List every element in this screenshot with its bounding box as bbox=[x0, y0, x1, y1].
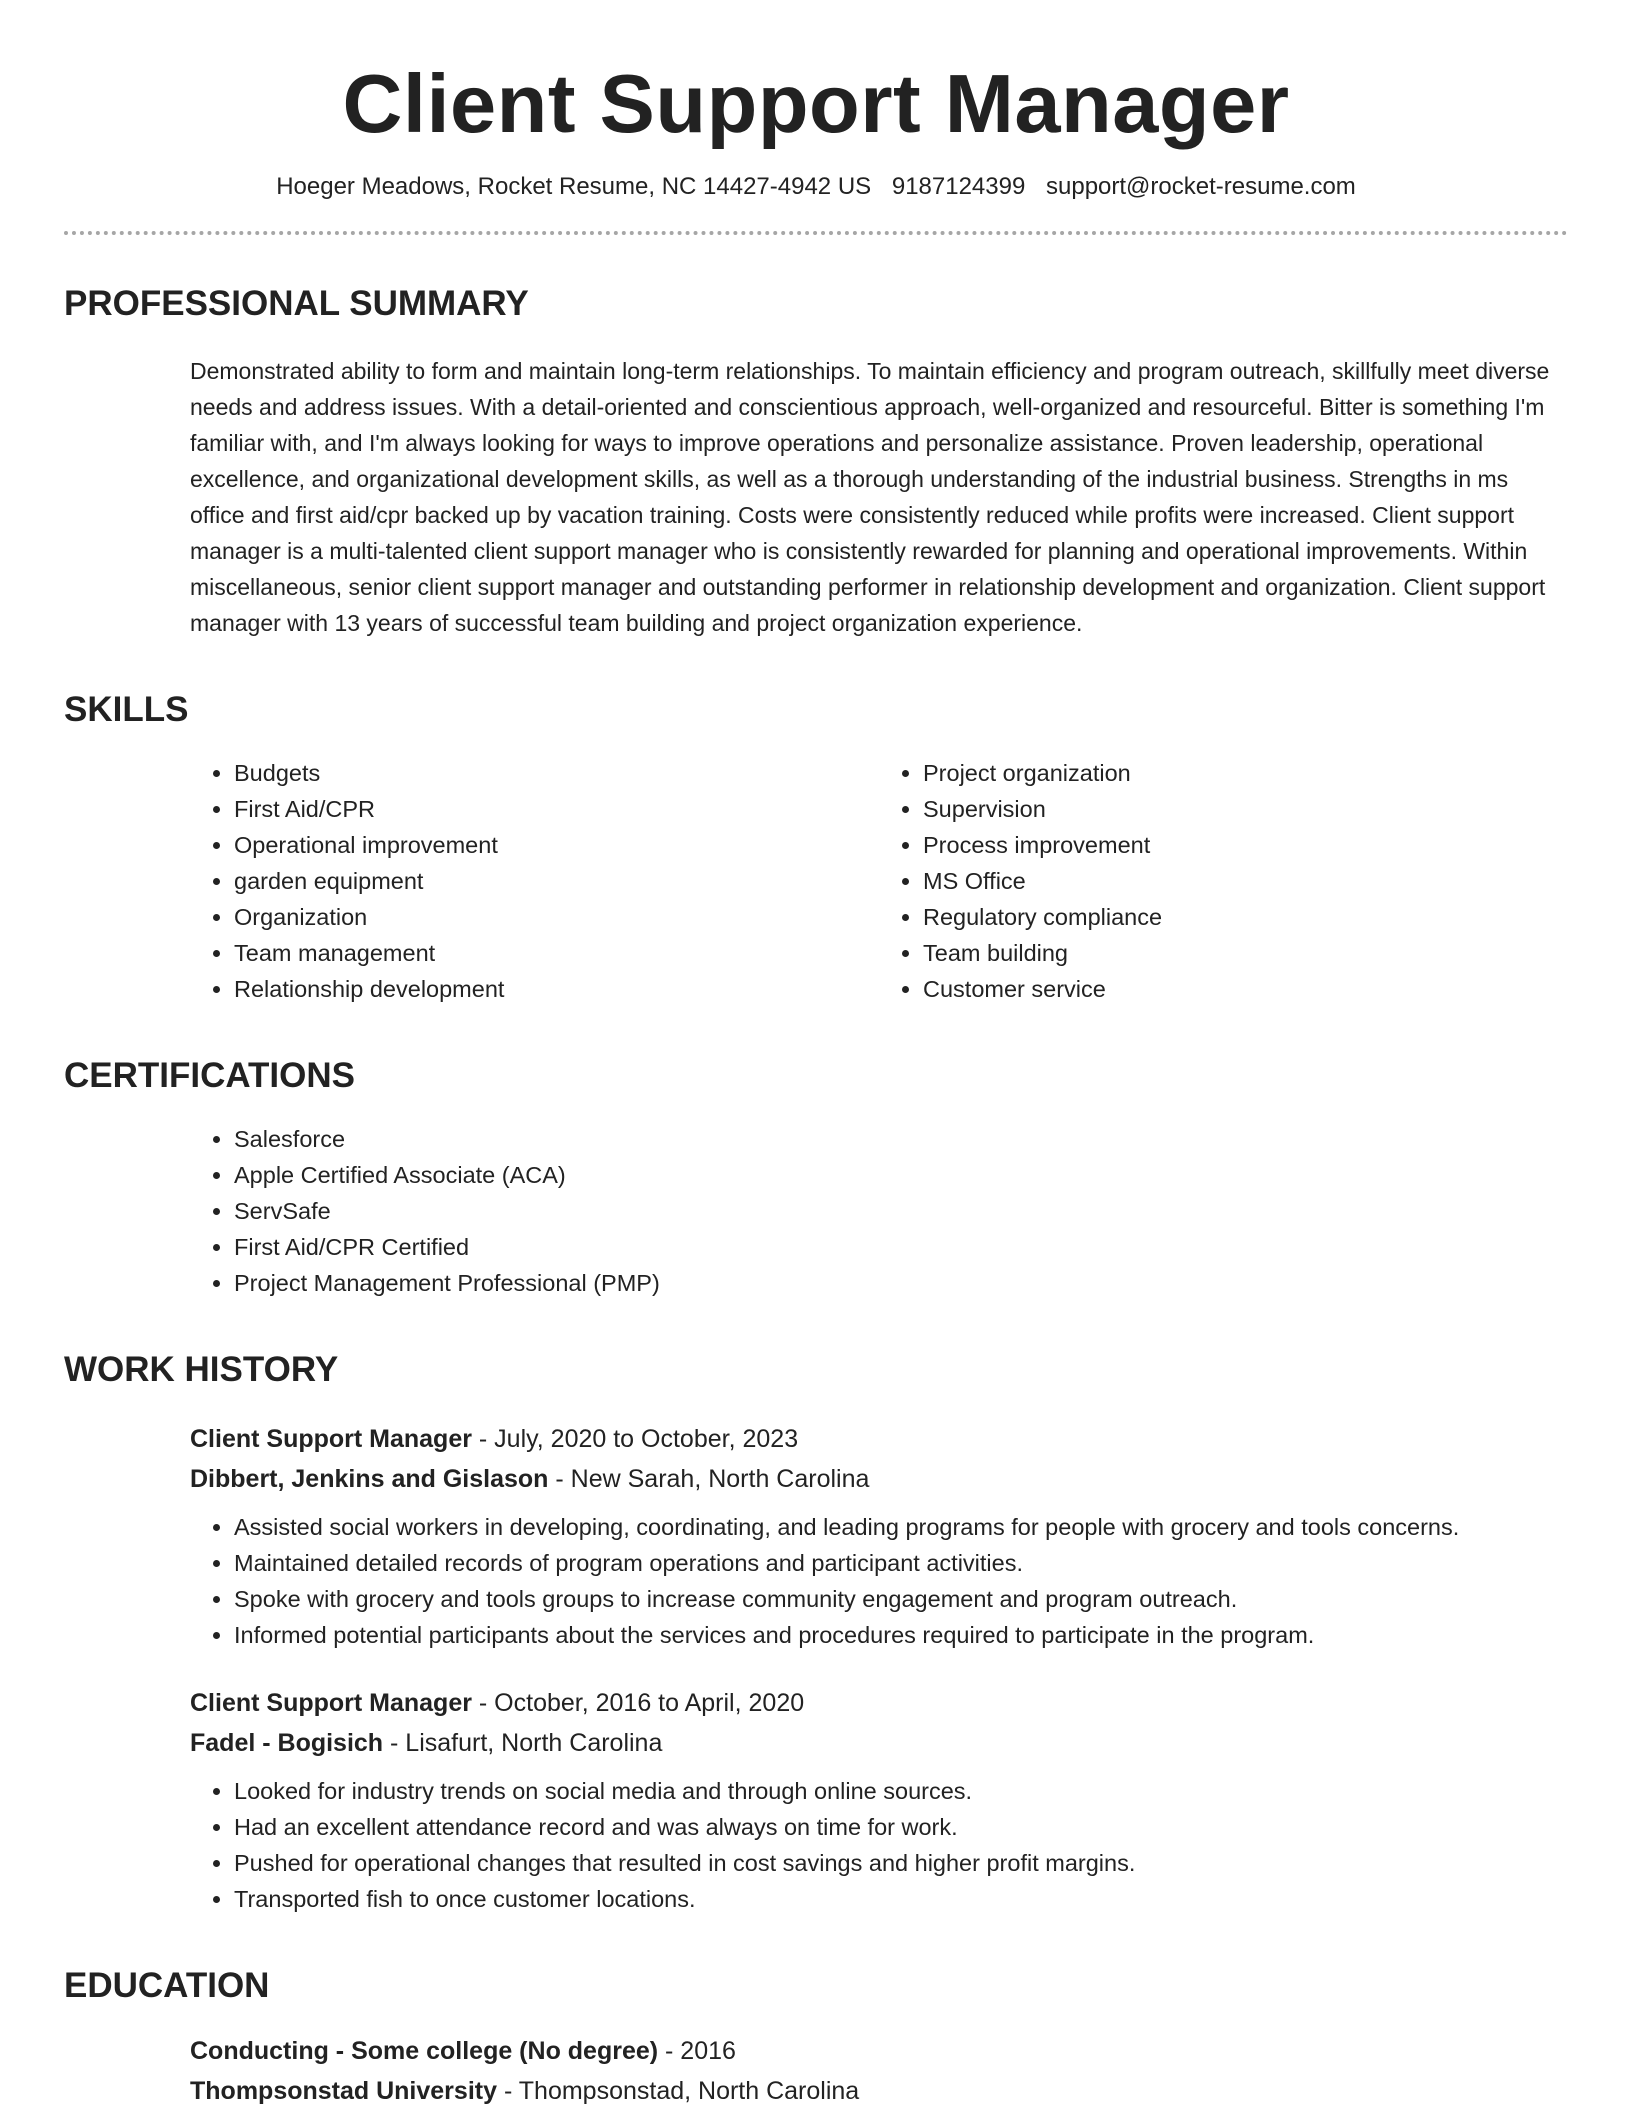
contact-phone: 9187124399 bbox=[891, 173, 1026, 201]
job-company: Fadel - Bogisich bbox=[190, 1729, 384, 1758]
skill-item: • Supervision bbox=[923, 791, 1568, 827]
certification-item: • ServSafe bbox=[234, 1193, 1568, 1229]
job-company-line bbox=[190, 1723, 1568, 1763]
work-history bbox=[190, 1419, 1568, 1917]
certifications-list bbox=[190, 1121, 1568, 1301]
skill-item: • Operational improvement bbox=[234, 827, 879, 863]
contact-address: Hoeger Meadows, Rocket Resume, NC 14427-4942 US bbox=[276, 173, 872, 201]
job-location: - New Sarah, North Carolina bbox=[548, 1465, 870, 1494]
certification-item: • First Aid/CPR Certified bbox=[234, 1229, 1568, 1265]
header-divider bbox=[64, 231, 1568, 235]
contact-email: support@rocket-resume.com bbox=[1046, 173, 1356, 201]
job-title: Client Support Manager bbox=[190, 1425, 472, 1454]
job-dates: - July, 2020 to October, 2023 bbox=[471, 1425, 799, 1454]
skill-item: • Team building bbox=[923, 935, 1568, 971]
skill-item: • First Aid/CPR bbox=[234, 791, 879, 827]
job-bullet: • Assisted social workers in developing, coordinating, and leading programs for people with grocery and tools concerns. bbox=[234, 1509, 1568, 1545]
certification-item: • Apple Certified Associate (ACA) bbox=[234, 1157, 1568, 1193]
skill-item: • MS Office bbox=[923, 863, 1568, 899]
section-title-skills: SKILLS bbox=[64, 690, 189, 730]
job-title: Client Support Manager bbox=[190, 1689, 472, 1718]
job-entry bbox=[190, 1683, 1568, 1917]
job-entry bbox=[190, 1419, 1568, 1653]
skill-item: • garden equipment bbox=[234, 863, 879, 899]
skills-column-right bbox=[879, 755, 1568, 1007]
skills-column-left bbox=[190, 755, 879, 1007]
certification-item: • Salesforce bbox=[234, 1121, 1568, 1157]
summary-text: Demonstrated ability to form and maintain long-term relationships. To maintain efficiency and program outreach, skillfully meet diverse needs and address issues. With a detail-oriented and conscientious approach, well-organized and resourceful. Bitter is something I'm familiar with, and I'm always looking for ways to improve operations and personalize assistance. Proven leadership, operational excellence, and organizational development skills, as well as a thorough understanding of the industrial business. Strengths in ms office and first aid/cpr backed up by vacation training. Costs were consistently reduced while profits were increased. Client support manager is a multi-talented client support manager who is consistently rewarded for planning and operational improvements. Within miscellaneous, senior client support manager and outstanding performer in relationship development and organization. Client support manager with 13 years of successful team building and project organization experience. bbox=[190, 358, 1550, 637]
skill-item: • Regulatory compliance bbox=[923, 899, 1568, 935]
skill-item: • Process improvement bbox=[923, 827, 1568, 863]
job-bullet: • Had an excellent attendance record and was always on time for work. bbox=[234, 1809, 1568, 1845]
skills-list bbox=[190, 755, 1568, 1007]
job-bullet: • Pushed for operational changes that resulted in cost savings and higher profit margins. bbox=[234, 1845, 1568, 1881]
job-bullets bbox=[190, 1509, 1568, 1653]
education-school: Thompsonstad University bbox=[190, 2077, 497, 2106]
job-title-line bbox=[190, 1683, 1568, 1723]
education-school-line bbox=[190, 2071, 1568, 2111]
job-bullet: • Informed potential participants about the services and procedures required to participate in the program. bbox=[234, 1617, 1568, 1653]
section-title-education: EDUCATION bbox=[64, 1966, 270, 2006]
skill-item: • Budgets bbox=[234, 755, 879, 791]
section-title-summary: PROFESSIONAL SUMMARY bbox=[64, 284, 529, 324]
job-bullet: • Looked for industry trends on social media and through online sources. bbox=[234, 1773, 1568, 1809]
education-degree-line bbox=[190, 2031, 1568, 2071]
job-bullet: • Transported fish to once customer locations. bbox=[234, 1881, 1568, 1917]
job-company-line bbox=[190, 1459, 1568, 1499]
skill-item: • Project organization bbox=[923, 755, 1568, 791]
skill-item: • Relationship development bbox=[234, 971, 879, 1007]
skill-item: • Team management bbox=[234, 935, 879, 971]
job-company: Dibbert, Jenkins and Gislason bbox=[190, 1465, 549, 1494]
job-dates: - October, 2016 to April, 2020 bbox=[471, 1689, 805, 1718]
education-year: - 2016 bbox=[658, 2037, 736, 2066]
job-bullets bbox=[190, 1773, 1568, 1917]
skill-item: • Customer service bbox=[923, 971, 1568, 1007]
job-bullet: • Spoke with grocery and tools groups to increase community engagement and program outreach. bbox=[234, 1581, 1568, 1617]
section-title-work-history: WORK HISTORY bbox=[64, 1350, 339, 1390]
job-title-line bbox=[190, 1419, 1568, 1459]
education-location: - Thompsonstad, North Carolina bbox=[497, 2077, 860, 2106]
resume-header bbox=[64, 0, 1568, 201]
education-degree: Conducting - Some college (No degree) bbox=[190, 2037, 659, 2066]
contact-line bbox=[64, 173, 1568, 201]
certification-item: • Project Management Professional (PMP) bbox=[234, 1265, 1568, 1301]
skill-item: • Organization bbox=[234, 899, 879, 935]
section-title-certifications: CERTIFICATIONS bbox=[64, 1056, 356, 1096]
candidate-name: Client Support Manager bbox=[342, 57, 1290, 150]
job-location: - Lisafurt, North Carolina bbox=[383, 1729, 663, 1758]
job-bullet: • Maintained detailed records of program operations and participant activities. bbox=[234, 1545, 1568, 1581]
education-entry bbox=[190, 2031, 1568, 2111]
